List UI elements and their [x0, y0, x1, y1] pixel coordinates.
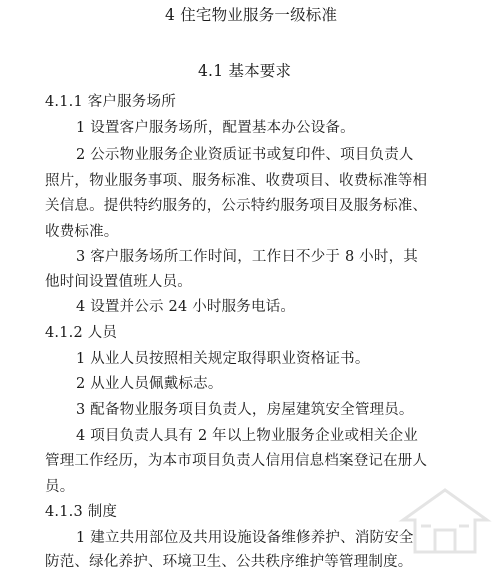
paragraph-line: 4 设置并公示 24 小时服务电话。 [76, 299, 296, 315]
section-title: 4.1 基本要求 [198, 62, 292, 80]
paragraph-line: 防范、绿化养护、环境卫生、公共秩序维护等管理制度。 [45, 554, 413, 570]
paragraph-line: 员。 [45, 479, 75, 495]
house-logo-watermark-icon [395, 486, 495, 556]
paragraph-line: 2 公示物业服务企业资质证书或复印件、项目负责人 [76, 147, 414, 163]
paragraph-line: 3 客户服务场所工作时间，工作日不少于 8 小时，其 [76, 249, 418, 265]
subsection-heading: 4.1.1 客户服务场所 [45, 94, 176, 110]
paragraph-line: 关信息。提供特约服务的，公示特约服务项目及服务标准、 [45, 198, 428, 214]
paragraph-line: 收费标准。 [45, 224, 119, 240]
paragraph-line: 1 设置客户服务场所，配置基本办公设备。 [76, 120, 355, 136]
subsection-heading: 4.1.2 人员 [45, 325, 118, 341]
paragraph-line: 照片，物业服务事项、服务标准、收费项目、收费标准等相 [45, 173, 428, 189]
paragraph-line: 4 项目负责人具有 2 年以上物业服务企业或相关企业 [76, 428, 418, 444]
paragraph-line: 1 从业人员按照相关规定取得职业资格证书。 [76, 351, 370, 367]
paragraph-line: 3 配备物业服务项目负责人，房屋建筑安全管理员。 [76, 402, 414, 418]
paragraph-line: 1 建立共用部位及共用设施设备维修养护、消防安全 [76, 530, 414, 546]
subsection-heading: 4.1.3 制度 [45, 504, 118, 520]
paragraph-line: 他时间设置值班人员。 [45, 274, 192, 290]
paragraph-line: 2 从业人员佩戴标志。 [76, 376, 223, 392]
chapter-title: 4 住宅物业服务一级标准 [165, 6, 338, 24]
paragraph-line: 管理工作经历，为本市项目负责人信用信息档案登记在册人 [45, 453, 428, 469]
